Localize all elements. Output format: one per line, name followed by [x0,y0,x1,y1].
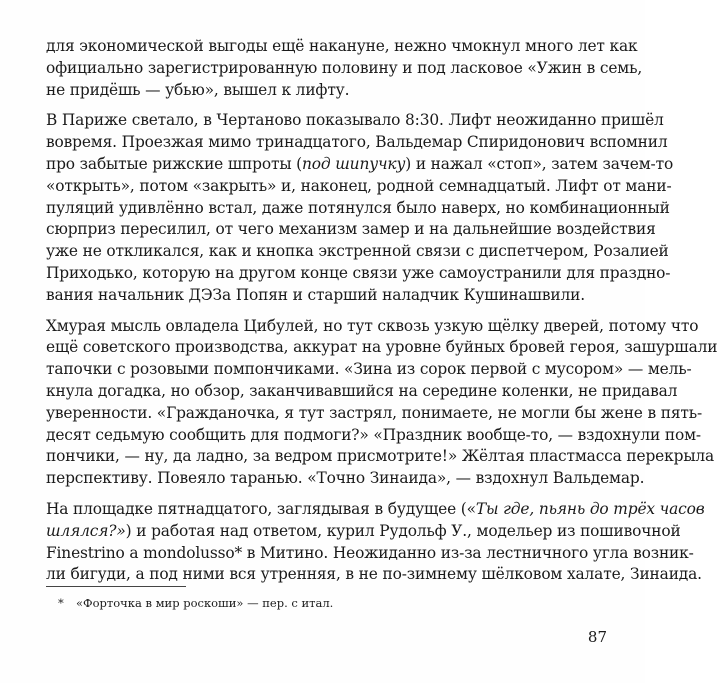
text-line: Хмурая мысль овладела Цибулей, но тут сквозь узкую щёлку дверей, потому что [46,316,699,335]
text-line: десят седьмую сообщить для подмоги?» «Праздник вообще-то, — вздохнули пом- [46,425,701,444]
text-line: пуляций удивлённо встал, даже потянулся было наверх, но комбинационный [46,198,670,217]
footnote-mark: * [58,596,64,610]
text-line: тапочки с розовыми помпончиками. «Зина из сорок первой с мусором» — мель- [46,360,692,379]
page-number: 87 [587,628,607,646]
body-text [46,36,717,595]
text-line: не придёшь — убью», вышел к лифту. [46,80,350,99]
text-line: «открыть», потом «закрыть» и, наконец, родной семнадцатый. Лифт от мани- [46,176,672,195]
footnote-text: «Форточка в мир роскоши» — пер. с итал. [76,596,334,610]
text-line: про забытые рижские шпроты (под шипучку) и нажал «стоп», затем зачем-то [46,154,674,173]
text-line: На площадке пятнадцатого, заглядывая в будущее («Ты где, пьянь до трёх часов [46,499,705,518]
italic-text: шлялся?» [46,521,126,540]
text-line: ещё советского производства, аккурат на уровне буйных бровей героя, зашуршали [46,338,717,357]
text-line: ли бигуди, а под ними вся утренняя, в не по-зимнему шёлковом халате, Зинаида. [46,565,702,584]
paragraph [46,316,717,490]
text-line: для экономической выгоды ещё накануне, нежно чмокнул много лет как [46,37,638,55]
text-line: сюрприз пересилил, от чего механизм замер и на дальнейшие воздействия [46,220,656,239]
text-line: Приходько, которую на другом конце связи уже самоустранили для праздно- [46,263,671,282]
paragraph [46,110,674,306]
text-line: В Париже светало, в Чертаново показывало 8:30. Лифт неожиданно пришёл [46,111,664,130]
text-line: вания начальник ДЭЗа Попян и старший наладчик Кушинашвили. [46,285,585,304]
text-line: вовремя. Проезжая мимо тринадцатого, Вальдемар Спиридонович вспомнил [46,133,668,152]
footnote [58,596,333,610]
italic-text: под шипучку [302,154,406,173]
text-line: кнула догадка, но обзор, заканчивавшийся на середине коленки, не придавал [46,381,678,400]
text-line: шлялся?») и работая над ответом, курил Рудольф У., модельер из пошивочной [46,521,681,540]
footnote-divider [46,586,186,587]
paragraph [46,36,643,101]
text-line: перспективу. Повеяло таранью. «Точно Зинаида», — вздохнул Вальдемар. [46,469,645,488]
paragraph [46,499,705,586]
text-line: уверенности. «Гражданочка, я тут застрял, понимаете, не могли бы жене в пять- [46,403,703,422]
text-line: Finestrino a mondolusso* в Митино. Неожиданно из-за лестничного угла возник- [46,543,694,562]
italic-text: Ты где, пьянь до трёх часов [475,499,705,518]
text-line: официально зарегистрированную половину и под ласковое «Ужин в семь, [46,58,643,77]
text-line: уже не откликался, как и кнопка экстренной связи с диспетчером, Розалией [46,242,669,261]
text-line: пончики, — ну, да ладно, за ведром присмотрите!» Жёлтая пластмасса перекрыла [46,447,715,466]
